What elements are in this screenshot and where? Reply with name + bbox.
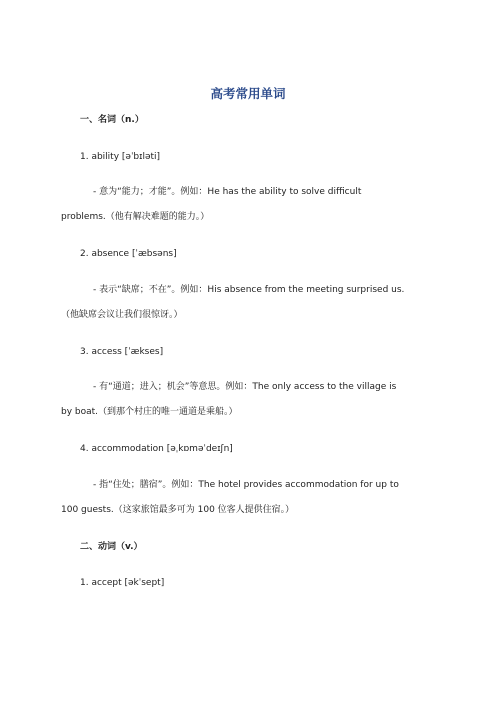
entry-definition: - 有“通道；进入；机会”等意思。例如：The only access to the village is — [93, 382, 397, 392]
entry-definition: - 意为“能力；才能”。例如：He has the ability to solve difficult — [93, 187, 362, 197]
entry-definition-cont: by boat.（到那个村庄的唯一通道是乘船。） — [61, 407, 238, 417]
entry-definition: - 指“住处；膳宿”。例如：The hotel provides accommodation for up to — [93, 480, 399, 490]
entry-heading: 1. accept [əkˈsept] — [80, 578, 165, 588]
section-heading-nouns: 一、名词（n.） — [80, 115, 144, 125]
entry-definition-cont: （他缺席会议让我们很惊讶。） — [61, 310, 183, 320]
entry-definition-cont: 100 guests.（这家旅馆最多可为 100 位客人提供住宿。） — [61, 505, 295, 515]
entry-definition-cont: problems.（他有解决难题的能力。） — [61, 212, 210, 222]
entry-heading: 2. absence [ˈæbsəns] — [80, 249, 177, 259]
document-title: 高考常用单词 — [210, 86, 286, 101]
entry-heading: 4. accommodation [əˌkɒməˈdeɪʃn] — [80, 444, 233, 454]
entry-definition: - 表示“缺席；不在”。例如：His absence from the meeting surprised us. — [93, 285, 405, 295]
entry-heading: 1. ability [əˈbɪləti] — [80, 152, 161, 162]
entry-heading: 3. access [ˈækses] — [80, 347, 164, 357]
section-heading-verbs: 二、动词（v.） — [80, 542, 143, 552]
